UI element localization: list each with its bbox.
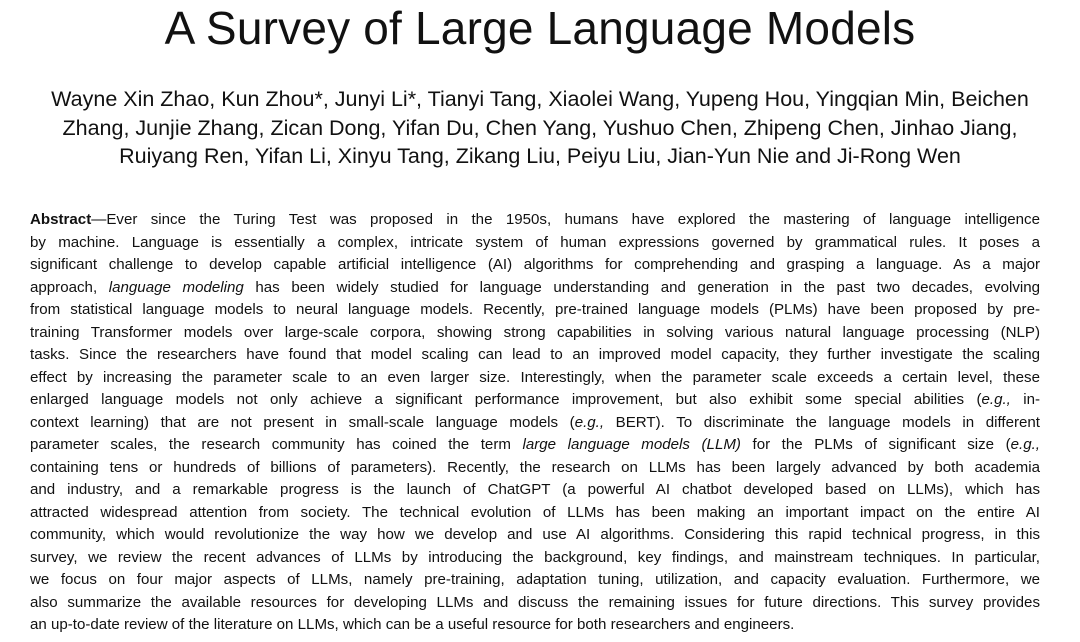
abstract-emphasis: large language models (LLM) [522, 436, 741, 453]
abstract-line [30, 277, 1040, 300]
abstract-text: —Ever since the Turing Test was proposed in the 1950s, humans have explored the mastering of language intelligence [91, 211, 1040, 228]
abstract [30, 209, 1040, 637]
abstract-line [30, 389, 1040, 412]
abstract-line: and industry, and a remarkable progress is the launch of ChatGPT (a powerful AI chatbot developed based on LLMs), which has [30, 481, 1040, 498]
author-list [0, 85, 1080, 171]
author-line-2: Zhang, Junjie Zhang, Zican Dong, Yifan Du, Chen Yang, Yushuo Chen, Zhipeng Chen, Jinhao Jiang, [62, 115, 1018, 140]
abstract-line: also summarize the available resources for developing LLMs and discuss the remaining issues for future directions. This survey provides [30, 593, 1040, 611]
abstract-emphasis: e.g., [981, 391, 1011, 408]
author-line-1: Wayne Xin Zhao, Kun Zhou*, Junyi Li*, Tianyi Tang, Xiaolei Wang, Yupeng Hou, Yingqian Min, Beichen [51, 87, 1029, 111]
abstract-line: from statistical language models to neural language models. Recently, pre-trained language models (PLMs) have been proposed by pre- [30, 301, 1040, 318]
abstract-line [30, 434, 1040, 457]
abstract-line: by machine. Language is essentially a complex, intricate system of human expressions governed by grammatical rules. It poses a [30, 233, 1040, 251]
abstract-text: for the PLMs of significant size ( [740, 436, 1011, 453]
abstract-line: effect by increasing the parameter scale to an even larger size. Interestingly, when the parameter scale exceeds a certain level, these [30, 368, 1040, 386]
abstract-text: approach, [30, 278, 109, 296]
abstract-text: in- [1010, 391, 1041, 408]
abstract-emphasis: e.g., [1010, 436, 1040, 453]
abstract-text: context learning) that are not present in small-scale language models ( [30, 413, 575, 431]
author-line-3: Ruiyang Ren, Yifan Li, Xinyu Tang, Zikang Liu, Peiyu Liu, Jian-Yun Nie and Ji-Rong Wen [119, 144, 961, 168]
abstract-text: parameter scales, the research community has coined the term [30, 436, 523, 453]
abstract-line: tasks. Since the researchers have found that model scaling can lead to an improved model capacity, they further investigate the scaling [30, 346, 1040, 363]
abstract-label: Abstract [30, 211, 92, 228]
abstract-line [30, 209, 1040, 232]
abstract-text: BERT). To discriminate the language models in different [604, 413, 1040, 431]
abstract-emphasis: language modeling [108, 278, 244, 296]
abstract-line: training Transformer models over large-scale corpora, showing strong capabilities in solving various natural language processing (NLP) [30, 323, 1040, 341]
abstract-emphasis: e.g., [574, 413, 605, 431]
paper-title: A Survey of Large Language Models [164, 2, 916, 54]
abstract-line: attracted widespread attention from society. The technical evolution of LLMs has been making an important impact on the entire AI [30, 503, 1040, 521]
abstract-line [30, 412, 1040, 435]
abstract-line: containing tens or hundreds of billions of parameters). Recently, the research on LLMs has been largely advanced by both academia [30, 458, 1040, 476]
abstract-text: enlarged language models not only achieve a significant performance improvement, but also exhibit some special abilities ( [30, 391, 982, 408]
abstract-text: has been widely studied for language understanding and generation in the past two decades, evolving [243, 278, 1041, 296]
abstract-line: we focus on four major aspects of LLMs, namely pre-training, adaptation tuning, utilization, and capacity evaluation. Furthermore, we [30, 571, 1040, 588]
abstract-line: significant challenge to develop capable artificial intelligence (AI) algorithms for comprehending and grasping a language. As a major [30, 256, 1040, 273]
abstract-line: an up-to-date review of the literature on LLMs, which can be a useful resource for both researchers and engineers. [30, 616, 795, 633]
abstract-line: survey, we review the recent advances of LLMs by introducing the background, key findings, and mainstream techniques. In particular, [30, 548, 1040, 566]
abstract-line: community, which would revolutionize the way how we develop and use AI algorithms. Considering this rapid technical progress, in this [30, 526, 1040, 543]
